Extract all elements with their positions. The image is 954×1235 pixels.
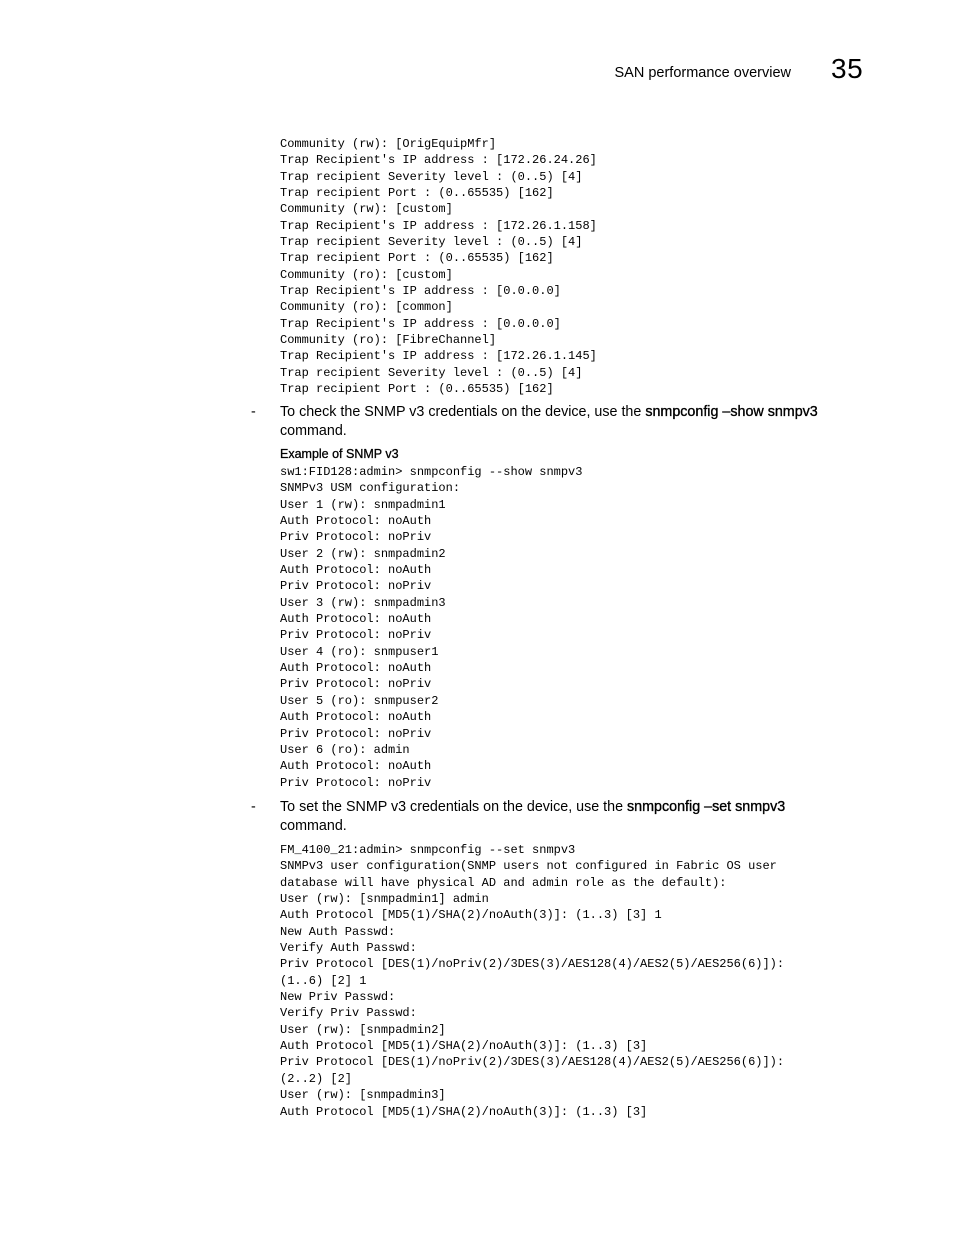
code-line: Priv Protocol: noPriv [280,775,432,790]
code-line: Verify Priv Passwd: [280,1006,417,1021]
code-line: Trap Recipient's IP address : [0.0.0.0] [280,316,561,331]
command-name: snmpconfig –show snmpv3 [645,404,818,420]
example-title: Example of SNMP v3 [280,447,399,461]
code-block-trap-recipients [280,136,597,398]
code-line: User 1 (rw): snmpadmin1 [280,497,446,512]
code-line: Trap recipient Port : (0..65535) [162] [280,382,554,397]
bullet-text: To check the SNMP v3 credentials on the device, use the [280,404,646,420]
command-name: snmpconfig –set snmpv3 [627,799,786,815]
code-line: Community (ro): [FibreChannel] [280,333,497,348]
code-line: User 6 (ro): admin [280,742,410,757]
code-line: Trap Recipient's IP address : [172.26.1.145] [280,349,597,364]
code-line: Priv Protocol: noPriv [280,726,432,741]
code-block-show-snmpv3 [280,464,582,791]
bullet-text: To set the SNMP v3 credentials on the device, use the [280,799,628,815]
code-line: Auth Protocol: noAuth [280,612,432,627]
code-line: Trap recipient Port : (0..65535) [162] [280,251,554,266]
code-line: FM_4100_21:admin> snmpconfig --set snmpv3 [280,843,576,857]
bullet-text-end: command. [280,423,347,439]
code-line: (1..6) [2] 1 [280,973,367,988]
code-line: Auth Protocol: noAuth [280,563,432,578]
code-line: SNMPv3 USM configuration: [280,481,461,496]
code-line: Auth Protocol [MD5(1)/SHA(2)/noAuth(3)]: (1..3) [3] 1 [280,908,662,923]
code-line: Trap Recipient's IP address : [172.26.1.158] [280,218,597,233]
bullet-check-snmpv3 [251,403,850,441]
code-line: Trap recipient Severity level : (0..5) [4] [280,235,583,250]
code-line: User 3 (rw): snmpadmin3 [280,595,446,610]
code-line: User 4 (ro): snmpuser1 [280,644,439,659]
code-line: Auth Protocol [MD5(1)/SHA(2)/noAuth(3)]: (1..3) [3] [280,1104,648,1119]
code-line: Trap Recipient's IP address : [0.0.0.0] [280,284,561,299]
code-line: Verify Auth Passwd: [280,941,417,956]
code-line: Auth Protocol: noAuth [280,514,432,529]
bullet-set-snmpv3 [251,798,850,836]
code-line: Community (ro): [custom] [280,267,453,282]
code-line: Priv Protocol [DES(1)/noPriv(2)/3DES(3)/AES128(4)/AES2(5)/AES256(6)]): [280,957,785,972]
bullet-dash: - [251,799,256,815]
code-line: Priv Protocol: noPriv [280,677,432,692]
code-line: Priv Protocol: noPriv [280,530,432,545]
code-line: New Auth Passwd: [280,924,396,939]
code-line: SNMPv3 user configuration(SNMP users not configured in Fabric OS user [280,859,777,874]
code-block-set-snmpv3 [280,842,784,1120]
code-line: User (rw): [snmpadmin1] admin [280,892,489,907]
code-line: Trap recipient Port : (0..65535) [162] [280,186,554,201]
code-line: Auth Protocol [MD5(1)/SHA(2)/noAuth(3)]: (1..3) [3] [280,1039,648,1054]
bullet-text-end: command. [280,818,347,834]
bullet-dash: - [251,404,256,420]
code-line: Auth Protocol: noAuth [280,661,432,676]
code-line: Priv Protocol: noPriv [280,628,432,643]
code-line: Trap Recipient's IP address : [172.26.24.26] [280,153,597,168]
code-line: Community (rw): [custom] [280,202,453,217]
code-line: Priv Protocol [DES(1)/noPriv(2)/3DES(3)/AES128(4)/AES2(5)/AES256(6)]): [280,1055,785,1070]
code-line: User (rw): [snmpadmin3] [280,1088,446,1103]
code-line: User 5 (ro): snmpuser2 [280,693,439,708]
code-line: New Priv Passwd: [280,990,396,1005]
code-line: Auth Protocol: noAuth [280,759,432,774]
code-line: Auth Protocol: noAuth [280,710,432,725]
code-line: Trap recipient Severity level : (0..5) [4] [280,169,583,184]
code-line: Community (rw): [OrigEquipMfr] [280,137,497,151]
code-line: sw1:FID128:admin> snmpconfig --show snmpv3 [280,465,583,479]
code-line: Trap recipient Severity level : (0..5) [4] [280,365,583,380]
code-line: database will have physical AD and admin role as the default): [280,875,727,890]
code-line: Priv Protocol: noPriv [280,579,432,594]
chapter-number: 35 [831,53,864,84]
code-line: User (rw): [snmpadmin2] [280,1022,446,1037]
section-title: SAN performance overview [614,65,791,81]
code-line: (2..2) [2] [280,1071,353,1086]
code-line: Community (ro): [common] [280,300,453,315]
code-line: User 2 (rw): snmpadmin2 [280,546,446,561]
